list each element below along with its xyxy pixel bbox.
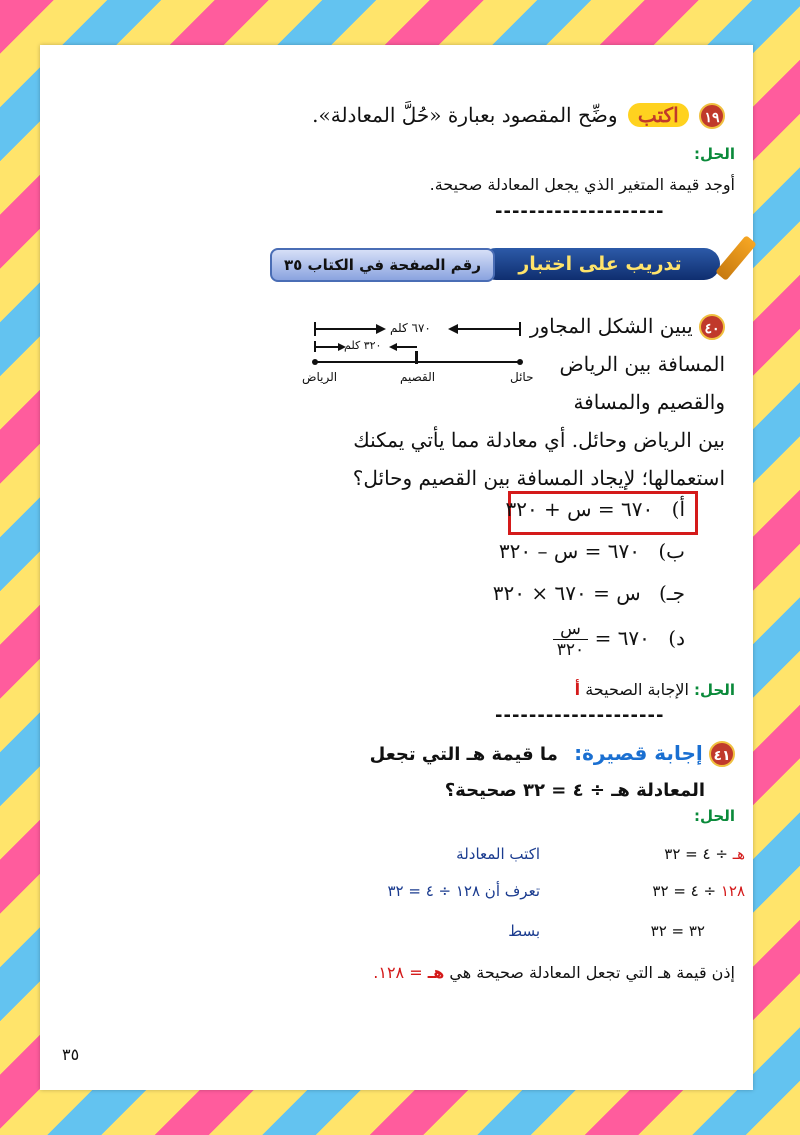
conclusion-text: إذن قيمة هـ التي تجعل المعادلة صحيحة هي [449, 963, 735, 982]
q41-number: ٤١ [709, 741, 735, 767]
q41-line-2: المعادلة هـ ÷ ٤ = ٣٢ صحيحة؟ [444, 780, 705, 801]
label-dist-total: ٦٧٠ كلم [390, 321, 431, 335]
choice-b-expr: ٦٧٠ = س – ٣٢٠ [498, 539, 640, 563]
q40-solution-answer: أ [574, 680, 581, 699]
q19-prompt [312, 103, 725, 129]
distance-diagram [302, 310, 542, 390]
step-3-note: بسط [508, 922, 540, 940]
fraction-denominator: ٣٢٠ [556, 640, 585, 660]
choice-a [505, 497, 685, 521]
test-practice-banner [480, 240, 735, 285]
q40-line-4: بين الرياض وحائل. أي معادلة مما يأتي يمكنك [353, 428, 725, 452]
conclusion-var: هـ [427, 963, 445, 982]
q41-line-1: ما قيمة هـ التي تجعل [369, 744, 558, 765]
label-hail: حائل [510, 370, 534, 384]
choice-c-expr: س = ٦٧٠ × ٣٢٠ [492, 581, 641, 605]
q41-solution-label: الحل: [694, 807, 735, 825]
q19-solution-label: الحل: [694, 145, 735, 163]
q19-number: ١٩ [699, 103, 725, 129]
q41-text [370, 735, 735, 809]
worksheet-page [40, 45, 753, 1090]
label-qassim: القصيم [400, 370, 436, 384]
banner-title: تدريب على اختبار [480, 248, 720, 280]
q40-number: ٤٠ [699, 314, 725, 340]
choice-b [499, 539, 685, 563]
choice-d-expr: ٦٧٠ = [594, 626, 650, 650]
q40-divider: -------------------- [495, 705, 665, 726]
label-dist-part: ٣٢٠ كلم [344, 339, 382, 352]
choice-d-fraction [553, 619, 588, 660]
choice-c [493, 581, 685, 605]
q40-line-2: المسافة بين الرياض [559, 352, 725, 376]
choice-d [553, 619, 685, 660]
page-number: ٣٥ [62, 1045, 80, 1064]
q40-solution-text: الإجابة الصحيحة [585, 680, 689, 699]
banner-page-ref: رقم الصفحة في الكتاب ٣٥ [270, 248, 495, 282]
choice-a-letter: أ) [671, 497, 685, 521]
q40-line-1: يبين الشكل المجاور [529, 314, 693, 338]
q41-tag: إجابة قصيرة: [574, 741, 703, 765]
step-2-var: ١٢٨ [720, 882, 745, 900]
choice-c-letter: جـ) [658, 581, 685, 605]
step-2-note: تعرف أن ١٢٨ ÷ ٤ = ٣٢ [387, 882, 540, 900]
choice-b-letter: ب) [658, 539, 685, 563]
step-1-note: اكتب المعادلة [456, 845, 540, 863]
label-riyadh: الرياض [302, 370, 338, 384]
step-1-rest: ÷ ٤ = ٣٢ [664, 845, 733, 863]
q40-line-3: والقصيم والمسافة [573, 390, 725, 414]
conclusion-eq: = [409, 963, 423, 982]
step-1-var: هـ [732, 845, 745, 863]
choice-d-letter: د) [668, 626, 685, 650]
q19-tag: اكتب [628, 103, 689, 127]
pencil-icon [715, 235, 757, 281]
step-2-eq [652, 882, 745, 900]
q40-solution [575, 680, 735, 699]
q40-line-5: استعمالها؛ لإيجاد المسافة بين القصيم وحائل؟ [352, 466, 725, 490]
q40-text-wide [285, 421, 725, 497]
step-2-rest: ÷ ٤ = ٣٢ [652, 882, 721, 900]
choice-a-expr: ٦٧٠ = س + ٣٢٠ [505, 497, 654, 521]
step-1-eq [664, 845, 745, 863]
q41-conclusion [373, 963, 735, 982]
step-3-eq: ٣٢ = ٣٢ [650, 922, 705, 940]
q19-prompt-text: وضِّح المقصود بعبارة «حُلَّ المعادلة». [312, 103, 618, 127]
conclusion-value: ١٢٨. [373, 963, 405, 982]
q40-solution-label: الحل: [694, 681, 735, 699]
q19-divider: -------------------- [495, 201, 665, 222]
fraction-numerator: س [553, 619, 588, 640]
q19-solution-text: أوجد قيمة المتغير الذي يجعل المعادلة صحيحة. [429, 175, 735, 194]
